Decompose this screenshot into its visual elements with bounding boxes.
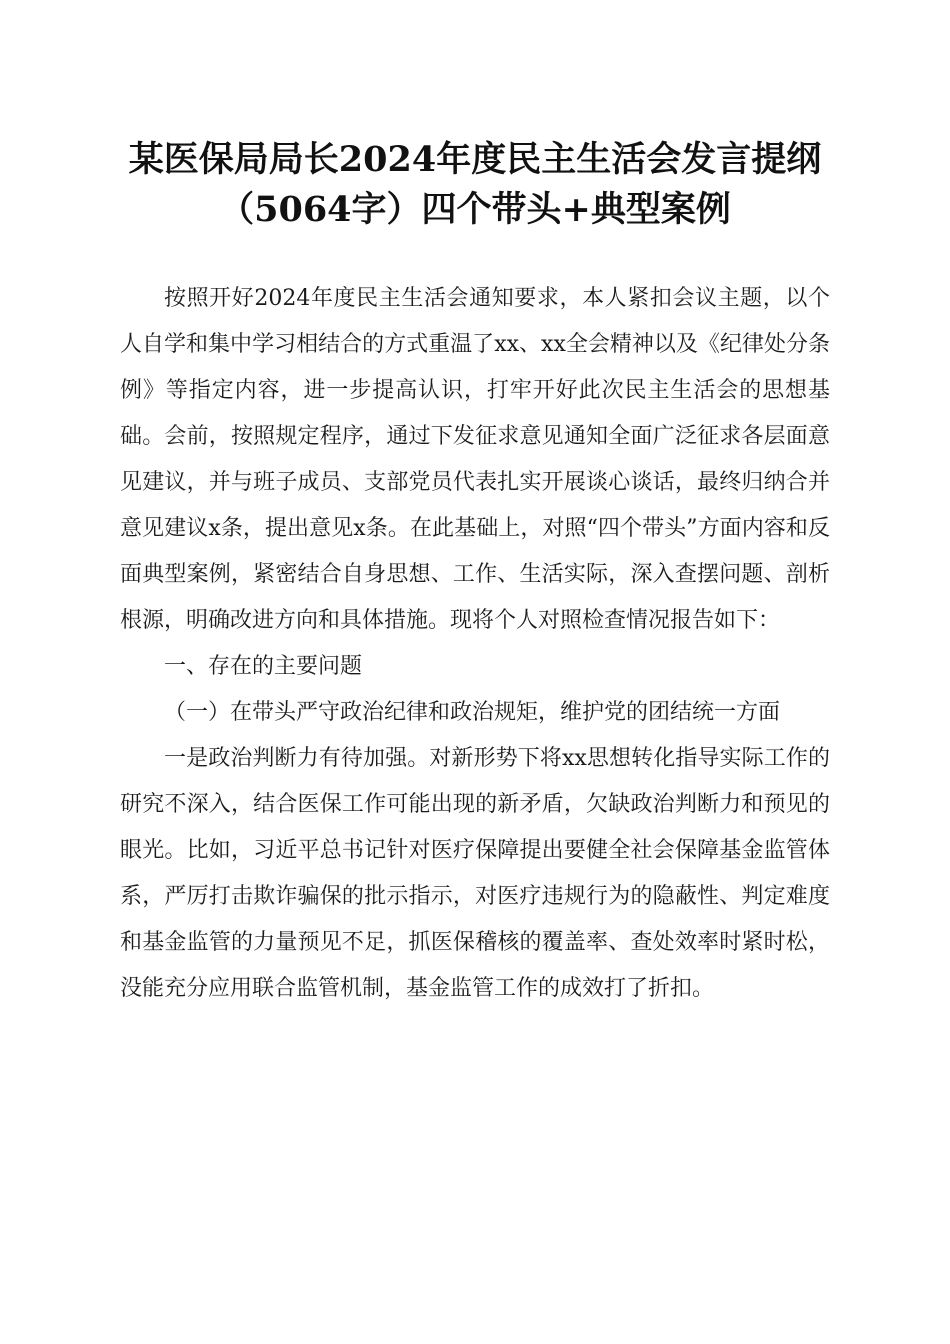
subsection-heading: （一）在带头严守政治纪律和政治规矩，维护党的团结统一方面 [164, 700, 781, 725]
intro-paragraph: 按照开好2024年度民主生活会通知要求，本人紧扣会议主题，以个人自学和集中学习相结合的方式重温了xx、xx全会精神以及《纪律处分条例》等指定内容，进一步提高认识，打牢开好此次民主生活会的思想基础。会前，按照规定程序，通过下发征求意见通知全面广泛征求各层面意见建议，并与班子成员、支部党员代表扎实开展谈心谈话，最终归纳合并意见建议x条，提出意见x条。在此基础上，对照“四个带头”方面内容和反面典型案例，紧密结合自身思想、工作、生活实际，深入查摆问题、剖析根源，明确改进方向和具体措施。现将个人对照检查情况报告如下： [120, 286, 830, 633]
point-paragraph [120, 736, 830, 1012]
section-heading: 一、存在的主要问题 [164, 654, 363, 679]
document-title [100, 135, 850, 235]
document-body [120, 276, 830, 1012]
title-line-2: （5064字）四个带头+典型案例 [219, 189, 731, 230]
title-line-1: 某医保局局长2024年度民主生活会发言提纲 [128, 139, 822, 180]
point-lead: 一是政治判断力有待加强。 [164, 746, 430, 771]
point-body: 对新形势下将xx思想转化指导实际工作的研究不深入，结合医保工作可能出现的新矛盾，欠缺政治判断力和预见的眼光。比如，习近平总书记针对医疗保障提出要健全社会保障基金监管体系，严厉打击欺诈骗保的批示指示，对医疗违规行为的隐蔽性、判定难度和基金监管的力量预见不足，抓医保稽核的覆盖率、查处效率时紧时松，没能充分应用联合监管机制，基金监管工作的成效打了折扣。 [120, 746, 830, 1001]
